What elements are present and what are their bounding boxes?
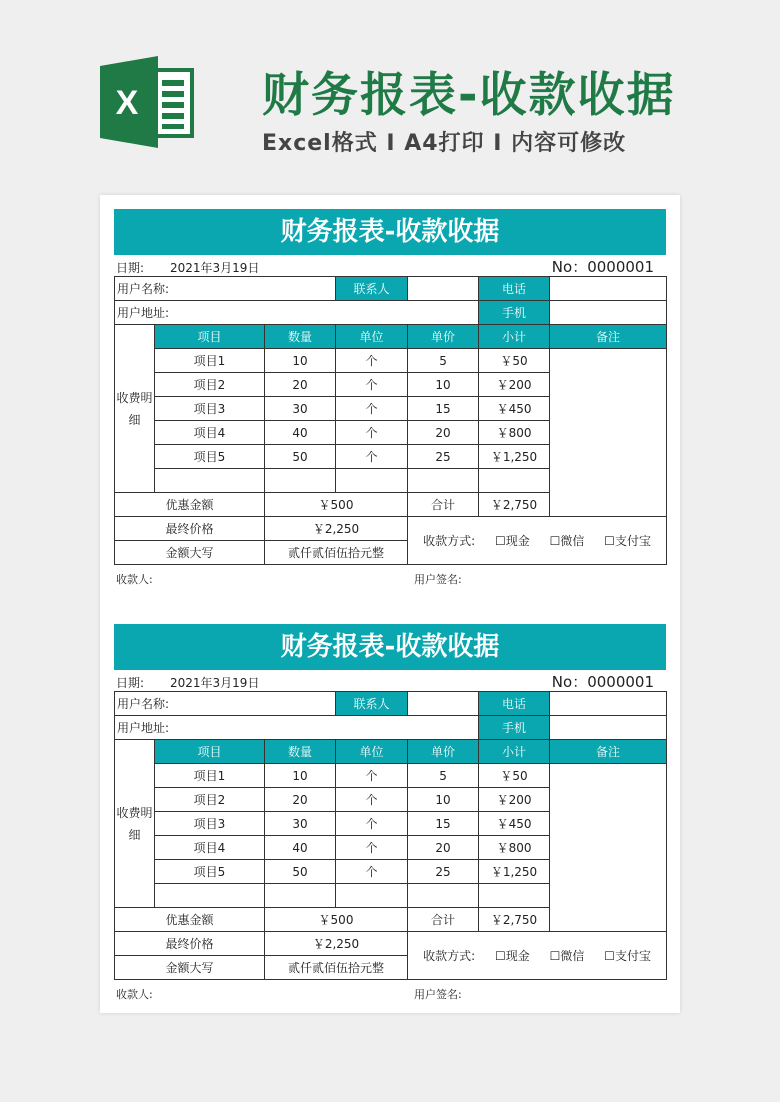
item-name: 项目3	[155, 397, 265, 421]
receipt-form	[114, 209, 666, 589]
banner-header	[0, 0, 780, 195]
payment-option-wechat[interactable]: ☐微信	[549, 534, 585, 548]
item-unit-price: 5	[408, 764, 479, 788]
item-unit: 个	[336, 445, 408, 469]
item-quantity: 20	[265, 373, 336, 397]
item-name: 项目1	[155, 349, 265, 373]
discount-label: 优惠金额	[115, 493, 265, 517]
payment-option-alipay[interactable]: ☐支付宝	[604, 949, 651, 963]
total-label: 合计	[408, 908, 479, 932]
item-subtotal: ￥200	[479, 788, 550, 812]
item-unit-price: 20	[408, 421, 479, 445]
column-header-unit-price: 单价	[408, 740, 479, 764]
column-header-remarks: 备注	[550, 325, 667, 349]
discount-value: ￥500	[265, 493, 408, 517]
item-unit: 个	[336, 349, 408, 373]
contact-label: 联系人	[336, 277, 408, 301]
remarks-cell[interactable]	[550, 764, 667, 932]
item-quantity: 40	[265, 421, 336, 445]
payee-label: 收款人:	[116, 988, 153, 1001]
table-row	[115, 764, 667, 788]
banner-subtitle: Excel格式 I A4打印 I 内容可修改	[262, 131, 627, 156]
payment-option-alipay[interactable]: ☐支付宝	[604, 534, 651, 548]
payee-label: 收款人:	[116, 573, 153, 586]
item-unit: 个	[336, 836, 408, 860]
payment-method-label: 收款方式:	[423, 949, 476, 963]
amount-in-words-value: 贰仟贰佰伍拾元整	[265, 541, 408, 565]
date-row	[114, 255, 666, 276]
phone-label: 电话	[479, 277, 550, 301]
item-quantity: 20	[265, 788, 336, 812]
item-unit: 个	[336, 788, 408, 812]
item-unit: 个	[336, 373, 408, 397]
total-value: ￥2,750	[479, 493, 550, 517]
empty-cell	[155, 469, 265, 493]
column-header-item: 项目	[155, 325, 265, 349]
item-unit-price: 15	[408, 397, 479, 421]
receipt-table	[114, 276, 667, 565]
column-header-remarks: 备注	[550, 740, 667, 764]
item-unit-price: 25	[408, 860, 479, 884]
column-header-unit: 单位	[336, 325, 408, 349]
banner-title: 财务报表-收款收据	[262, 68, 676, 123]
column-header-quantity: 数量	[265, 740, 336, 764]
contact-label: 联系人	[336, 692, 408, 716]
empty-cell	[336, 469, 408, 493]
item-quantity: 30	[265, 397, 336, 421]
item-quantity: 40	[265, 836, 336, 860]
column-header-unit-price: 单价	[408, 325, 479, 349]
fee-details-label: 收费明细	[115, 325, 155, 493]
date-label: 日期:	[116, 676, 145, 690]
final-price-label: 最终价格	[115, 932, 265, 956]
phone-field[interactable]	[550, 277, 667, 301]
item-quantity: 30	[265, 812, 336, 836]
empty-cell	[479, 884, 550, 908]
discount-label: 优惠金额	[115, 908, 265, 932]
fee-details-label: 收费明细	[115, 740, 155, 908]
item-subtotal: ￥800	[479, 421, 550, 445]
item-unit-price: 10	[408, 788, 479, 812]
column-header-unit: 单位	[336, 740, 408, 764]
item-name: 项目1	[155, 764, 265, 788]
empty-cell	[265, 469, 336, 493]
item-subtotal: ￥1,250	[479, 860, 550, 884]
phone-field[interactable]	[550, 692, 667, 716]
payment-method	[408, 517, 667, 565]
receipt-number: No：0000001	[551, 258, 654, 276]
total-label: 合计	[408, 493, 479, 517]
item-unit-price: 10	[408, 373, 479, 397]
empty-cell	[265, 884, 336, 908]
item-unit: 个	[336, 812, 408, 836]
amount-in-words-label: 金额大写	[115, 541, 265, 565]
payment-method-label: 收款方式:	[423, 534, 476, 548]
customer-name-field: 用户名称:	[115, 277, 336, 301]
receipt-table	[114, 691, 667, 980]
item-subtotal: ￥450	[479, 397, 550, 421]
amount-in-words-value: 贰仟贰佰伍拾元整	[265, 956, 408, 980]
item-unit-price: 25	[408, 445, 479, 469]
phone-label: 电话	[479, 692, 550, 716]
final-price-value: ￥2,250	[265, 517, 408, 541]
item-name: 项目3	[155, 812, 265, 836]
mobile-label: 手机	[479, 301, 550, 325]
item-quantity: 50	[265, 445, 336, 469]
date-label: 日期:	[116, 261, 145, 275]
payment-option-cash[interactable]: ☐现金	[494, 534, 530, 548]
empty-cell	[336, 884, 408, 908]
remarks-cell[interactable]	[550, 349, 667, 517]
item-name: 项目2	[155, 373, 265, 397]
excel-logo-icon	[100, 56, 195, 148]
item-name: 项目5	[155, 860, 265, 884]
column-header-subtotal: 小计	[479, 740, 550, 764]
receipt-number: No：0000001	[551, 673, 654, 691]
item-quantity: 50	[265, 860, 336, 884]
item-unit: 个	[336, 764, 408, 788]
mobile-label: 手机	[479, 716, 550, 740]
item-name: 项目5	[155, 445, 265, 469]
payment-option-wechat[interactable]: ☐微信	[549, 949, 585, 963]
mobile-field[interactable]	[550, 301, 667, 325]
svg-text:X: X	[115, 84, 139, 122]
signature-row	[114, 565, 666, 589]
date-value: 2021年3月19日	[170, 261, 260, 275]
address-field: 用户地址:	[115, 301, 479, 325]
column-header-quantity: 数量	[265, 325, 336, 349]
receipt-form	[114, 624, 666, 1004]
item-subtotal: ￥50	[479, 764, 550, 788]
column-header-item: 项目	[155, 740, 265, 764]
date-row	[114, 670, 666, 691]
item-unit: 个	[336, 421, 408, 445]
customer-signature-label: 用户签名:	[414, 988, 462, 1001]
item-unit: 个	[336, 397, 408, 421]
item-unit-price: 5	[408, 349, 479, 373]
address-field: 用户地址:	[115, 716, 479, 740]
customer-name-field: 用户名称:	[115, 692, 336, 716]
item-unit: 个	[336, 860, 408, 884]
item-name: 项目4	[155, 421, 265, 445]
date-value: 2021年3月19日	[170, 676, 260, 690]
empty-cell	[408, 884, 479, 908]
payment-method	[408, 932, 667, 980]
item-quantity: 10	[265, 764, 336, 788]
final-price-label: 最终价格	[115, 517, 265, 541]
contact-field[interactable]	[408, 277, 479, 301]
item-quantity: 10	[265, 349, 336, 373]
empty-cell	[408, 469, 479, 493]
signature-row	[114, 980, 666, 1004]
item-subtotal: ￥1,250	[479, 445, 550, 469]
receipt-title: 财务报表-收款收据	[114, 624, 666, 670]
empty-cell	[155, 884, 265, 908]
column-header-subtotal: 小计	[479, 325, 550, 349]
item-name: 项目4	[155, 836, 265, 860]
contact-field[interactable]	[408, 692, 479, 716]
item-subtotal: ￥450	[479, 812, 550, 836]
final-price-value: ￥2,250	[265, 932, 408, 956]
table-row	[115, 349, 667, 373]
receipt-title: 财务报表-收款收据	[114, 209, 666, 255]
item-unit-price: 20	[408, 836, 479, 860]
item-unit-price: 15	[408, 812, 479, 836]
item-subtotal: ￥200	[479, 373, 550, 397]
amount-in-words-label: 金额大写	[115, 956, 265, 980]
customer-signature-label: 用户签名:	[414, 573, 462, 586]
item-subtotal: ￥800	[479, 836, 550, 860]
item-subtotal: ￥50	[479, 349, 550, 373]
empty-cell	[479, 469, 550, 493]
mobile-field[interactable]	[550, 716, 667, 740]
item-name: 项目2	[155, 788, 265, 812]
payment-option-cash[interactable]: ☐现金	[494, 949, 530, 963]
discount-value: ￥500	[265, 908, 408, 932]
total-value: ￥2,750	[479, 908, 550, 932]
